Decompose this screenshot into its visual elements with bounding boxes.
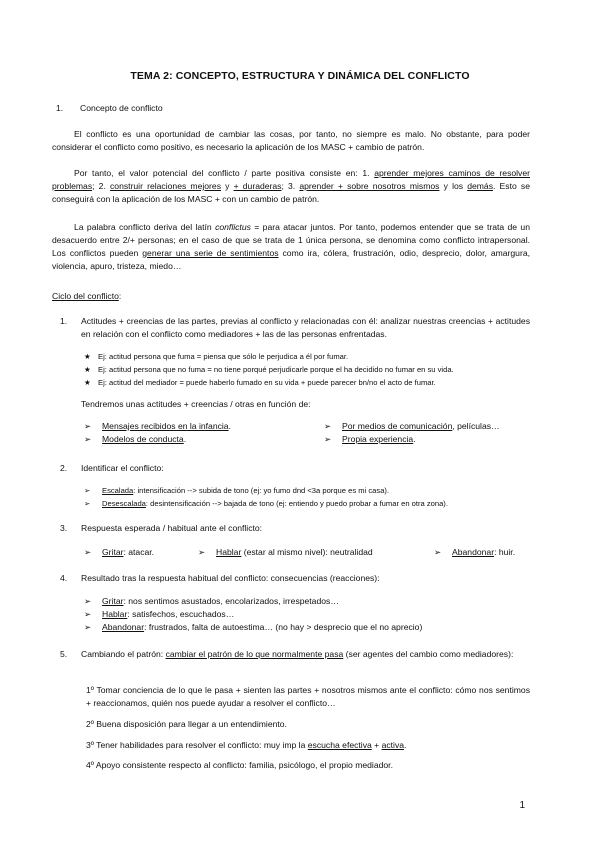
arrow-bullet-icon: ➢ <box>84 421 92 431</box>
step-3-text-c: . <box>404 740 407 750</box>
bullet-text: Ej: actitud persona que fuma = piensa que sólo le perjudica a él por fumar. <box>98 352 349 361</box>
arrow-bullet-icon: ➢ <box>198 547 206 557</box>
list-item-underline: Desescalada <box>102 499 146 508</box>
list-item <box>84 376 544 389</box>
item-4-list <box>84 595 554 634</box>
arrow-bullet-icon: ➢ <box>324 434 332 444</box>
option-rest: : atacar. <box>123 547 155 557</box>
list-item-rest: : satisfechos, escuchados… <box>127 609 235 619</box>
p3-text-a: La palabra conflicto deriva del latín <box>74 222 216 232</box>
item-1-text: Actitudes + creencias de las partes, previas al conflicto y relacionadas con él: analizar nuestras creencias + actitudes en relación con el conflicto como mediadores + las de las personas enfrentadas. <box>81 316 530 339</box>
star-bullet-icon: ★ <box>84 378 91 387</box>
item-5-text-b: (ser agentes del cambio como mediadores): <box>343 649 514 659</box>
item-5-step-2: 2º Buena disposición para llegar a un entendimiento. <box>86 719 287 729</box>
item-4-text: Resultado tras la respuesta habitual del conflicto: consecuencias (reacciones): <box>81 573 380 583</box>
list-item-rest: . <box>228 421 231 431</box>
arrow-bullet-icon: ➢ <box>324 421 332 431</box>
list-item <box>84 608 554 621</box>
p2-text-f: . Esto se conseguirá con la aplicación de los MASC + con un cambio de patrón. <box>52 181 530 204</box>
item-5-text <box>81 648 530 661</box>
item-1-bullet-list <box>84 350 544 389</box>
list-item-rest: , películas… <box>452 421 500 431</box>
list-item-underline: Propia experiencia <box>342 434 414 444</box>
item-5-step-4: 4º Apoyo consistente respecto al conflicto: familia, psicólogo, el propio mediador. <box>86 760 393 770</box>
item-1-number: 1. <box>60 316 68 326</box>
p3-text-b: = para atacar juntos. Por tanto, podemos entender que se trata de un desacuerdo entre 2/+ personas; en el caso de que se trata de 1 única persona, se denomina como conflicto intrapersonal. Los conflictos pueden <box>52 222 530 258</box>
item-2-text: Identificar el conflicto: <box>81 463 164 473</box>
ciclo-heading-text: Ciclo del conflicto <box>52 291 119 301</box>
p2-text-e: y los <box>439 181 468 191</box>
item-3-opt-gritar <box>84 546 154 559</box>
p2-text-c: y <box>221 181 234 191</box>
bullet-text: Ej: actitud persona que no fuma = no tiene porqué perjudicarle porque el ha decidido no fumar en su vida. <box>98 365 454 374</box>
item-4-number: 4. <box>60 573 68 583</box>
paragraph-1: El conflicto es una oportunidad de cambiar las cosas, por tanto, no siempre es malo. No obstante, para poder considerar el conflicto como positivo, es necesario la aplicación de los MASC + cambio de patrón. <box>52 129 530 152</box>
option-underline: Gritar <box>102 547 124 557</box>
p3-underline: generar una serie de sentimientos <box>142 248 279 258</box>
p2-underline-1: aprender mejores caminos de resolver problemas <box>52 168 530 191</box>
section-title: Concepto de conflicto <box>80 103 163 113</box>
arrow-bullet-icon: ➢ <box>84 547 92 557</box>
item-5-text-a: Cambiando el patrón: <box>81 649 166 659</box>
star-bullet-icon: ★ <box>84 365 91 374</box>
bullet-text: Ej: actitud del mediador = puede haberlo fumado en su vida + puede parecer bn/no el acto de fumar. <box>98 378 436 387</box>
page-title: TEMA 2: CONCEPTO, ESTRUCTURA Y DINÁMICA DEL CONFLICTO <box>130 70 470 82</box>
p3-italic: conflictus <box>215 222 251 232</box>
list-item-rest: : desintensificación --> bajada de tono (ej: entiendo y puedo probar a fumar en otra zona). <box>145 499 448 508</box>
option-underline: Hablar <box>216 547 242 557</box>
list-item <box>84 363 544 376</box>
list-item <box>84 497 554 510</box>
item-1-right-list <box>324 420 500 446</box>
list-item-underline: Hablar <box>102 609 128 619</box>
list-item <box>324 433 500 446</box>
arrow-bullet-icon: ➢ <box>84 499 91 508</box>
list-item-underline: Por medios de comunicación <box>342 421 453 431</box>
option-rest: : huir. <box>494 547 516 557</box>
list-item-underline: Gritar <box>102 596 124 606</box>
arrow-bullet-icon: ➢ <box>84 596 92 606</box>
item-3-text: Respuesta esperada / habitual ante el conflicto: <box>81 523 263 533</box>
list-item-underline: Modelos de conducta <box>102 434 184 444</box>
list-item <box>84 595 554 608</box>
arrow-bullet-icon: ➢ <box>84 622 92 632</box>
ciclo-colon: : <box>118 291 122 301</box>
list-item-rest: : nos sentimos asustados, encolarizados, irrespetados… <box>123 596 339 606</box>
item-5-underline: cambiar el patrón de lo que normalmente pasa <box>165 649 344 659</box>
list-item-underline: Escalada <box>102 486 134 495</box>
arrow-bullet-icon: ➢ <box>84 609 92 619</box>
p2-underline-4: aprender + sobre nosotros mismos <box>299 181 440 191</box>
list-item-rest: . <box>183 434 187 444</box>
item-5-step-1: 1º Tomar conciencia de lo que le pasa + sienten las partes + nosotros mismos ante el conflicto: cómo nos sentimos + reaccionamos, quién nos puede ayudar a resolver el conflicto… <box>86 685 530 708</box>
star-bullet-icon: ★ <box>84 352 91 361</box>
item-2-list <box>84 484 554 510</box>
p2-text-b: ; 2. <box>92 181 110 191</box>
step-3-underline-1: escucha efectiva <box>307 740 372 750</box>
list-item <box>324 420 500 433</box>
paragraph-3 <box>52 221 530 273</box>
page-number: 1 <box>519 800 525 811</box>
item-1-tendremos: Tendremos unas actitudes + creencias / otras en función de: <box>81 399 311 409</box>
item-1-left-list <box>84 420 231 446</box>
step-3-text-b: + <box>371 740 382 750</box>
list-item <box>84 420 231 433</box>
list-item-underline: Abandonar <box>102 622 145 632</box>
list-item-underline: Mensajes recibidos en la infancia <box>102 421 229 431</box>
section-number: 1. <box>56 103 64 113</box>
option-underline: Abandonar <box>452 547 495 557</box>
list-item <box>84 484 554 497</box>
item-2-number: 2. <box>60 463 68 473</box>
item-3-opt-hablar <box>198 546 373 559</box>
p3-text-c: como ira, cólera, frustración, odio, desprecio, dolor, amargura, violencia, apuro, tristeza, miedo… <box>52 248 530 271</box>
item-3-opt-abandonar <box>434 546 515 559</box>
p2-underline-5: demás <box>467 181 494 191</box>
list-item-rest: : frustrados, falta de autoestima… (no hay > desprecio que el no aprecio) <box>144 622 423 632</box>
arrow-bullet-icon: ➢ <box>84 486 91 495</box>
step-3-text-a: 3º Tener habilidades para resolver el conflicto: muy imp la <box>86 740 308 750</box>
arrow-bullet-icon: ➢ <box>434 547 442 557</box>
ciclo-heading <box>52 290 121 303</box>
item-5-number: 5. <box>60 649 68 659</box>
list-item <box>84 350 544 363</box>
section-heading <box>56 102 163 115</box>
paragraph-2 <box>52 167 530 206</box>
p2-text-d: ; 3. <box>281 181 300 191</box>
list-item-rest: . <box>413 434 416 444</box>
list-item <box>84 433 231 446</box>
step-3-underline-2: activa <box>381 740 405 750</box>
item-5-step-3 <box>86 739 406 752</box>
item-3-number: 3. <box>60 523 68 533</box>
option-rest: (estar al mismo nivel): neutralidad <box>241 547 373 557</box>
p2-underline-2: construir relaciones mejores <box>110 181 221 191</box>
p2-text-a: Por tanto, el valor potencial del conflicto / parte positiva consiste en: 1. <box>74 168 375 178</box>
p2-underline-3: + duraderas <box>233 181 282 191</box>
list-item <box>84 621 554 634</box>
arrow-bullet-icon: ➢ <box>84 434 92 444</box>
list-item-rest: : intensificación --> subida de tono (ej: yo fumo dnd <3a porque es mi casa). <box>133 486 390 495</box>
